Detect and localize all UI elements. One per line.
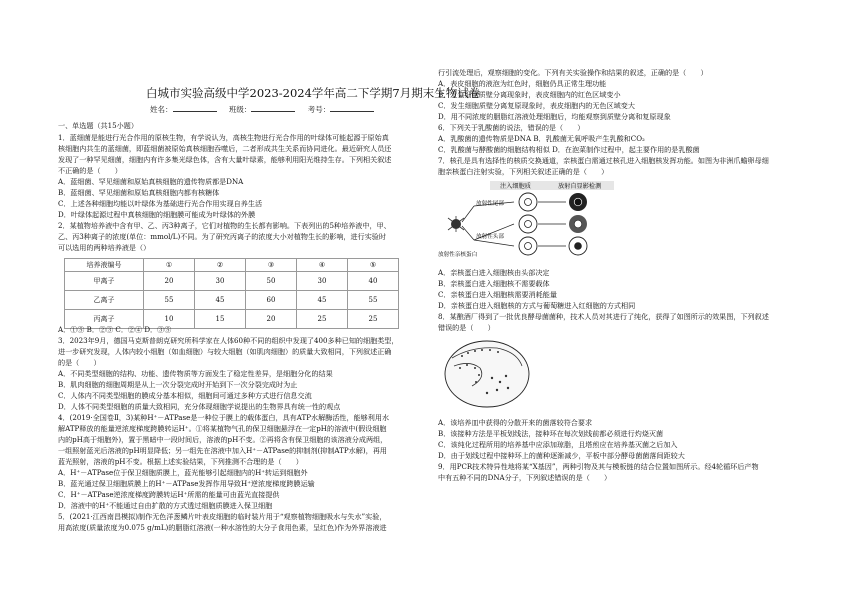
class-label: 班级： [228, 105, 252, 114]
option-line: D．由于划线过程中接种环上的菌种逐渐减少，平板中部分酵母菌菌落间距较大 [438, 451, 685, 460]
nuclear-protein-figure [438, 180, 668, 264]
text-line: 发现了一种罕见细菌，细胞内有许多集光绿色体，含有大量叶绿素，能够利用阳光维持生存。下列相关叙述 [58, 155, 392, 164]
text-line: 胞亲核蛋白注射实验，下列相关叙述正确的是（ ） [438, 167, 609, 176]
name-field[interactable] [173, 104, 217, 112]
table-cell: 甲离子 [65, 272, 144, 291]
table-cell: 25 [297, 310, 348, 329]
fig-col2-label: 放射自显影检测 [558, 183, 602, 190]
protein-cluster [448, 216, 464, 232]
fig-row1-label: 放射性尾部 [476, 201, 504, 207]
text-line: 一组照射蓝光后溶液的pH明显降低；另一组先在溶液中加入H⁺－ATPase的抑制剂(抑制ATP水解)，再用 [58, 446, 387, 455]
text-line: 错误的是（ ） [438, 323, 495, 332]
option-line: A．蓝细菌、罕见细菌和原始真核细胞的遗传物质都是DNA [58, 177, 244, 186]
option-line: A．乳酸菌的遗传物质是DNA B．乳酸菌无氧呼吸产生乳酸和CO₂ [438, 134, 645, 143]
text-line: 1．蓝细菌是能进行光合作用的原核生物，有学说认为，高核生物进行光合作用的叶绿体可能起源于原始真 [58, 133, 389, 142]
table-cell: 30 [297, 272, 348, 291]
option-line: A．亲核蛋白进入细胞核由头部决定 [438, 268, 550, 277]
table-cell: 20 [246, 310, 297, 329]
text-line: 9．用PCR技术特异性地将某“X基因”，两种引物及其与模板链的结合位置如图所示。经4轮循环后产物 [438, 462, 759, 471]
class-field[interactable] [251, 104, 295, 112]
table-cell: 50 [246, 272, 297, 291]
table-row [65, 291, 399, 310]
text-line: 5．(2021·江西南昌模拟)制作无色洋葱鳞片叶表皮细胞的临时装片用于“观察植物细胞吸水与失水”实验， [58, 512, 387, 521]
text-line: 用高浓度(质量浓度为0.075 g/mL)的胭脂红溶液(一种水溶性的大分子食用色素，呈红色)作为外界溶液进 [58, 523, 387, 532]
table-cell: 55 [144, 291, 195, 310]
text-line: 行引流处理后，观察细胞的变化。下列有关实验操作和结果的叙述，正确的是（ ） [438, 68, 708, 77]
table-cell: 乙离子 [65, 291, 144, 310]
text-line: 蓝光照射，溶液的pH不变。根据上述实验结果，下列推测不合理的是（ ） [58, 457, 303, 466]
table-header-row [65, 259, 399, 272]
option-line: D．亲核蛋白进入细胞核的方式与葡萄糖进入红细胞的方式相同 [438, 301, 636, 310]
fig-row-3 [519, 237, 587, 255]
text-line: 乙、丙3种离子的浓度(单位：mmol/L)不同。为了研究丙离子的浓度大小对植物生长的影响，进行实验时 [58, 232, 386, 241]
nuclear-injection-diagram [438, 180, 668, 264]
option-line: C．H⁺－ATPase逆浓度梯度跨膜转运H⁺所需的能量可由蓝光直接提供 [58, 490, 280, 499]
table-cell: 45 [195, 291, 246, 310]
table-cell: 45 [297, 291, 348, 310]
table-cell: ① [144, 259, 195, 272]
option-line: D．溶液中的H⁺不能通过自由扩散的方式透过细胞质膜进入保卫细胞 [58, 501, 273, 510]
number-label: 考号： [307, 105, 331, 114]
text-line: 不正确的是（ ） [58, 166, 122, 175]
streak-plate-image [442, 338, 532, 410]
text-line: 解ATP释放的能量逆浓度梯度跨膜转运H⁺。①将某植物气孔的保卫细胞悬浮在一定pH的溶液中(假设细胞 [58, 424, 387, 433]
number-field[interactable] [330, 104, 374, 112]
text-line: 中有五种不同的DNA分子，下列叙述错误的是（ ） [438, 473, 612, 482]
table-cell: ③ [246, 259, 297, 272]
text-line: 2．某植物培养液中含有甲、乙、丙3种离子，它们对植物的生长都有影响。下表列出的5种培养液中，甲、 [58, 221, 391, 230]
option-line: A．该培养皿中获得的分散开来的菌落较符合要求 [438, 418, 593, 427]
fig-row-1 [519, 193, 587, 211]
text-line: 4．(2019·全国卷Ⅱ，3)某种H⁺－ATPase是一种位于膜上的载体蛋白，具有ATP水解酶活性，能够利用水 [58, 413, 390, 422]
fig-row-2 [519, 215, 587, 233]
option-line: C．发生细胞质壁分离复原现象时，表皮细胞内的无色区域变大 [438, 101, 635, 110]
table-cell: ④ [297, 259, 348, 272]
table-cell: ② [195, 259, 246, 272]
option-line: C．乳酸菌与酵酸菌的细胞结构相似 D．在泡菜制作过程中，起主要作用的是乳酸菌 [438, 145, 700, 154]
option-line: D．用不同浓度的胭脂红溶液处理细胞后，均能观察到质壁分离和复原现象 [438, 112, 671, 121]
option-line: B．肌肉细胞的细胞周期是从上一次分裂完成时开始到下一次分裂完成时为止 [58, 380, 298, 389]
option-line: A．H⁺－ATPase位于保卫细胞质膜上，蓝光能够引起细胞内的H⁺转运到细胞外 [58, 468, 308, 477]
table-cell: 25 [348, 310, 399, 329]
page-title: 白城市实验高级中学2023-2024学年高二下学期7月期末生物试卷 [146, 86, 481, 100]
table-cell: 55 [348, 291, 399, 310]
fig-side-label: 放射性亲核蛋白 [438, 252, 478, 258]
text-line: 8．某酿酒厂得到了一批优良酵母菌菌种，技术人员对其进行了纯化，获得了如图所示的效果图，下列叙述 [438, 312, 769, 321]
fig-row2-label: 放射性头部 [476, 234, 504, 240]
option-line: B．蓝光通过保卫细胞质膜上的H⁺－ATPase发挥作用导致H⁺逆浓度梯度跨膜运输 [58, 479, 315, 488]
text-line: 6．下列关于乳酸菌的说法，错误的是（ ） [438, 123, 585, 132]
table-row [65, 272, 399, 291]
option-line: C．人体内不同类型细胞的膜成分基本相似，细胞间可通过多种方式进行信息交流 [58, 391, 312, 400]
ion-concentration-table [64, 258, 399, 329]
table-cell: 60 [246, 291, 297, 310]
table-cell: 40 [348, 272, 399, 291]
option-line: D．叶绿体起源过程中真核细胞的细胞膜可能成为叶绿体的外膜 [58, 210, 256, 219]
text-line: 3．2023年9月，德国马克斯普朗克研究所科学家在人体60种不同的组织中发现了400多种已知的细胞类型， [58, 336, 399, 345]
table-cell: 30 [195, 272, 246, 291]
table-cell: 15 [195, 310, 246, 329]
text-line: 进一步研究发现，人体内较小细胞（如血细胞）与较大细胞（如肌肉细胞）的质量大致相同，下列叙述正确 [58, 347, 392, 356]
text-line: 内的pH高于细胞外)，置于黑暗中一段时间后，溶液的pH不变。②再将含有保卫细胞的该溶液分成两组， [58, 435, 388, 444]
section-heading: 一、单选题（共15小题） [58, 121, 138, 130]
fig-col1-label: 注入细胞质 [500, 183, 531, 190]
option-line: D．人体不同类型细胞的质量大致相同，充分体现细胞学说提出的生物界具有统一性的观点 [58, 402, 341, 411]
table-cell: 丙离子 [65, 310, 144, 329]
option-line: B．发生细胞质壁分离现象时，表皮细胞内的红色区域变小 [438, 90, 621, 99]
streak-plate-figure [442, 338, 532, 410]
text-line: 的是（ ） [58, 358, 101, 367]
text-line: 7．核孔是具有选择性的核质交换通道，亲核蛋白需通过核孔进入细胞核发挥功能。如图为非洲爪蟾卵母细 [438, 156, 769, 165]
student-info-row [150, 104, 384, 115]
option-line: C．该纯化过程所用的培养基中应添加琼脂，且塔煎应在培养基灭菌之后加入 [438, 440, 678, 449]
option-line: A．不同类型细胞的结构、功能、遗传物质等方面发生了稳定性差异，是细胞分化的结果 [58, 369, 333, 378]
name-label: 姓名： [150, 105, 173, 114]
table-cell: ⑤ [348, 259, 399, 272]
option-line: A．表皮细胞的液泡为红色时，细胞仍具正常生理功能 [438, 79, 607, 88]
option-line: C．上述各种细胞均能以叶绿体为基础进行光合作用实现自养生活 [58, 199, 263, 208]
text-line: 可以选用的两种培养液是（） [58, 243, 151, 252]
option-line: B．蓝细菌、罕见细菌和原始真核细胞内都有核糖体 [58, 188, 220, 197]
text-line: 核细胞内共生的蓝细菌，即蓝细菌被原始真核细胞吞噬后，二者形成共生关系而协同进化。最近研究人员还 [58, 144, 392, 153]
option-line: C．亲核蛋白进入细胞核需要消耗能量 [438, 290, 557, 299]
table-cell: 10 [144, 310, 195, 329]
table-cell: 培养液编号 [65, 259, 144, 272]
table-cell: 20 [144, 272, 195, 291]
option-line: B．该接种方法是平板划线法，接种环在每次划线前都必须进行灼烧灭菌 [438, 429, 664, 438]
option-line: B．亲核蛋白进入细胞核不需要载体 [438, 279, 550, 288]
answer-options: A．①⑤ B．②③ C．②④ D．③⑤ [58, 325, 172, 334]
